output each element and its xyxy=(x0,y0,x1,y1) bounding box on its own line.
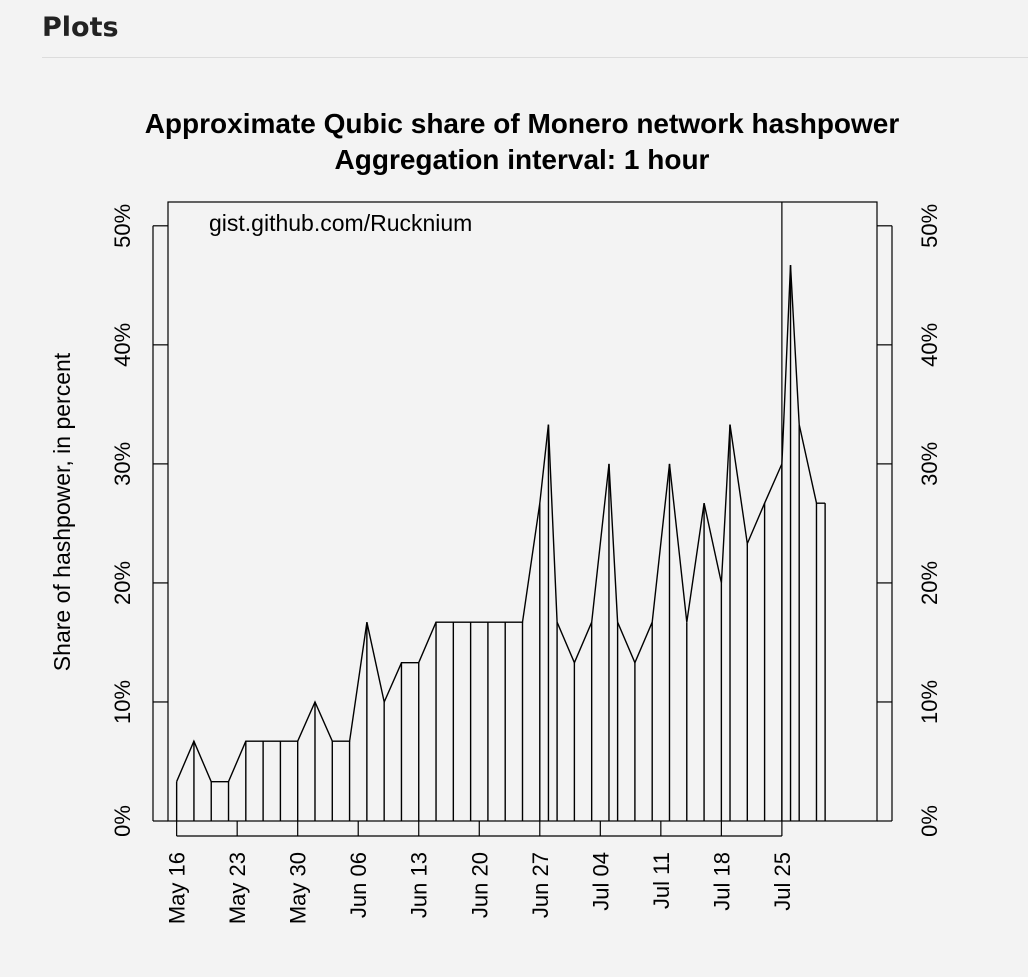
y-tick-label-left: 50% xyxy=(110,203,135,248)
y-tick-label-right: 10% xyxy=(917,679,942,724)
y-tick-label-left: 40% xyxy=(110,322,135,367)
y-tick-label-left: 0% xyxy=(110,805,135,837)
chart-title: Approximate Qubic share of Monero network hashpower xyxy=(144,108,900,139)
y-tick-label-left: 10% xyxy=(110,679,135,724)
x-tick-label: Jul 11 xyxy=(648,852,674,910)
series-line xyxy=(177,265,826,782)
y-tick-label-right: 30% xyxy=(917,441,942,486)
x-tick-label: Jul 18 xyxy=(709,852,735,911)
x-tick-label: Jul 04 xyxy=(588,852,614,911)
x-tick-label: Jul 25 xyxy=(769,852,795,911)
chart-subtitle: Aggregation interval: 1 hour xyxy=(334,144,710,175)
y-tick-label-left: 30% xyxy=(110,441,135,486)
axes xyxy=(110,204,942,924)
series-layer xyxy=(177,202,826,821)
x-tick-label: May 16 xyxy=(164,852,190,925)
x-tick-label: Jun 20 xyxy=(467,852,493,919)
x-tick-label: Jun 13 xyxy=(406,852,432,919)
y-axis-label: Share of hashpower, in percent xyxy=(49,352,75,672)
x-tick-label: Jun 06 xyxy=(346,852,372,919)
y-tick-label-right: 40% xyxy=(917,322,942,367)
y-tick-label-left: 20% xyxy=(110,560,135,605)
x-tick-label: May 23 xyxy=(225,852,251,925)
x-tick-label: Jun 27 xyxy=(527,852,553,919)
y-tick-label-right: 0% xyxy=(917,805,942,837)
plots-panel-title: Plots xyxy=(42,12,119,43)
y-tick-label-right: 50% xyxy=(917,203,942,248)
chart-annotation: gist.github.com/Rucknium xyxy=(209,210,473,236)
x-tick-label: May 30 xyxy=(285,852,311,925)
y-tick-label-right: 20% xyxy=(917,560,942,605)
